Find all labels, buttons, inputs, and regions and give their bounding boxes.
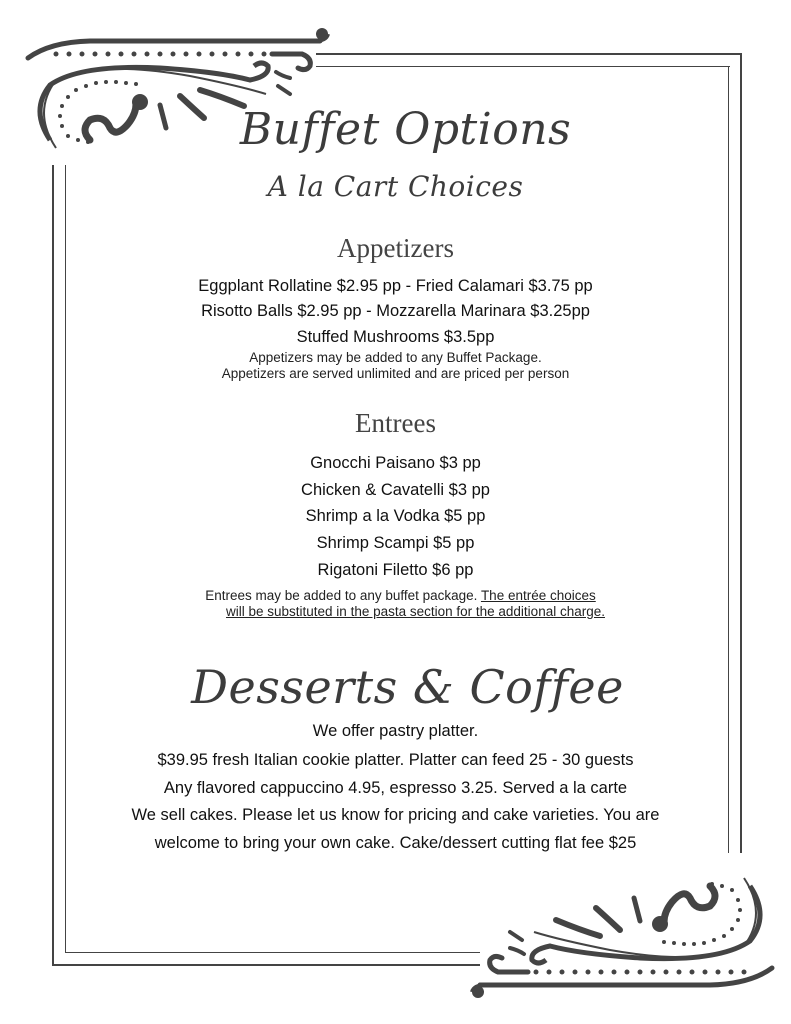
frame-outer-bottom bbox=[52, 964, 480, 966]
desserts-line: We sell cakes. Please let us know for pricing and cake varieties. You are bbox=[131, 806, 660, 824]
appetizer-item: Stuffed Mushrooms $3.5pp bbox=[296, 328, 495, 346]
desserts-heading: Desserts & Coffee bbox=[191, 660, 624, 714]
entrees-note-text: Entrees may be added to any buffet package. bbox=[205, 588, 481, 603]
entree-item: Shrimp Scampi $5 pp bbox=[316, 534, 475, 552]
appetizer-item: Risotto Balls $2.95 pp - Mozzarella Marinara $3.25pp bbox=[201, 302, 590, 320]
entree-item: Rigatoni Filetto $6 pp bbox=[317, 561, 474, 579]
desserts-line: $39.95 fresh Italian cookie platter. Platter can feed 25 - 30 guests bbox=[157, 751, 634, 769]
entree-item: Chicken & Cavatelli $3 pp bbox=[301, 481, 490, 499]
desserts-line: Any flavored cappuccino 4.95, espresso 3.25. Served a la carte bbox=[163, 779, 628, 797]
desserts-line: welcome to bring your own cake. Cake/dessert cutting flat fee $25 bbox=[154, 834, 637, 852]
frame-inner-bottom bbox=[65, 952, 480, 953]
entree-item: Shrimp a la Vodka $5 pp bbox=[305, 507, 486, 525]
page-title: Buffet Options bbox=[239, 104, 572, 155]
desserts-line: We offer pastry platter. bbox=[312, 722, 479, 740]
appetizer-item: Eggplant Rollatine $2.95 pp - Fried Calamari $3.75 pp bbox=[198, 277, 593, 295]
page-subtitle: A la Cart Choices bbox=[267, 170, 524, 203]
entree-item: Gnocchi Paisano $3 pp bbox=[310, 454, 481, 472]
appetizers-note: Appetizers may be added to any Buffet Package. bbox=[249, 350, 542, 365]
frame-outer-top bbox=[316, 53, 742, 55]
appetizers-heading: Appetizers bbox=[337, 233, 454, 263]
flourish-ornament-bottom-right-icon bbox=[460, 856, 780, 1006]
entrees-note-underlined-line2: will be substituted in the pasta section for the additional charge. bbox=[226, 604, 605, 619]
frame-inner-top bbox=[316, 66, 730, 67]
entrees-note bbox=[5, 588, 791, 604]
appetizers-note: Appetizers are served unlimited and are priced per person bbox=[221, 366, 570, 381]
entrees-note-underlined: The entrée choices bbox=[480, 588, 596, 603]
entrees-heading: Entrees bbox=[355, 408, 436, 438]
